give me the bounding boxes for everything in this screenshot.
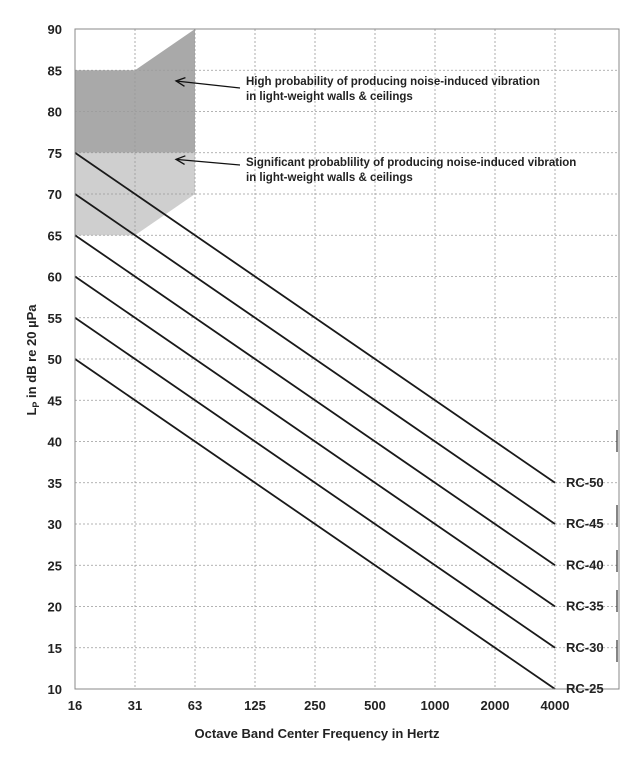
curve-label-rc-35: RC-35 — [566, 598, 604, 614]
rc-curve-labels — [566, 475, 604, 696]
y-tick-label: 20 — [47, 599, 62, 615]
y-tick-label: 35 — [47, 475, 62, 491]
x-tick-label: 2000 — [480, 698, 510, 713]
x-tick-label: 500 — [364, 698, 386, 713]
y-tick-label: 15 — [47, 640, 62, 656]
x-tick-label: 250 — [304, 698, 326, 713]
y-axis-title — [24, 304, 41, 416]
y-tick-label: 80 — [47, 104, 62, 120]
annotation-line2: in light-weight walls & ceilings — [246, 91, 413, 103]
probability-regions — [75, 29, 195, 235]
y-tick-label: 60 — [47, 269, 62, 285]
curve-label-rc-40: RC-40 — [566, 557, 604, 573]
annotation-line1: High probability of producing noise-induced vibration — [246, 76, 540, 88]
curve-label-rc-50: RC-50 — [566, 474, 604, 490]
annotation-line1: Significant probablility of producing noise-induced vibration — [246, 157, 577, 169]
x-tick-label: 125 — [244, 698, 266, 713]
x-tick-label: 63 — [187, 698, 203, 713]
y-tick-label: 85 — [47, 63, 62, 79]
curve-label-rc-30: RC-30 — [566, 639, 604, 655]
y-tick-label: 10 — [47, 682, 62, 697]
y-axis-title-main: L — [24, 407, 39, 416]
x-axis-title: Octave Band Center Frequency in Hertz — [194, 726, 440, 741]
x-axis-ticks — [68, 698, 570, 713]
y-tick-label: 50 — [47, 352, 62, 367]
x-tick-label: 16 — [67, 698, 83, 713]
y-tick-label: 90 — [47, 22, 62, 37]
y-tick-label: 75 — [47, 145, 62, 161]
x-tick-label: 1000 — [420, 698, 450, 713]
y-tick-label: 55 — [47, 310, 62, 326]
x-tick-label: 4000 — [540, 698, 570, 713]
y-axis-title-sub: P — [31, 401, 41, 408]
y-tick-label: 40 — [47, 434, 62, 450]
y-axis-title-rest: in dB re 20 µPa — [24, 304, 39, 402]
y-tick-label: 70 — [47, 187, 62, 202]
y-tick-label: 65 — [47, 228, 62, 244]
curve-label-rc-25: RC-25 — [566, 681, 604, 696]
annotations — [176, 76, 617, 662]
curve-label-rc-45: RC-45 — [566, 516, 604, 531]
y-axis-ticks — [48, 22, 62, 697]
y-tick-label: 30 — [47, 517, 62, 532]
y-tick-label: 25 — [47, 558, 62, 574]
annotation-line2: in light-weight walls & ceilings — [246, 172, 413, 184]
y-tick-label: 45 — [47, 393, 62, 409]
x-tick-label: 31 — [127, 698, 143, 713]
